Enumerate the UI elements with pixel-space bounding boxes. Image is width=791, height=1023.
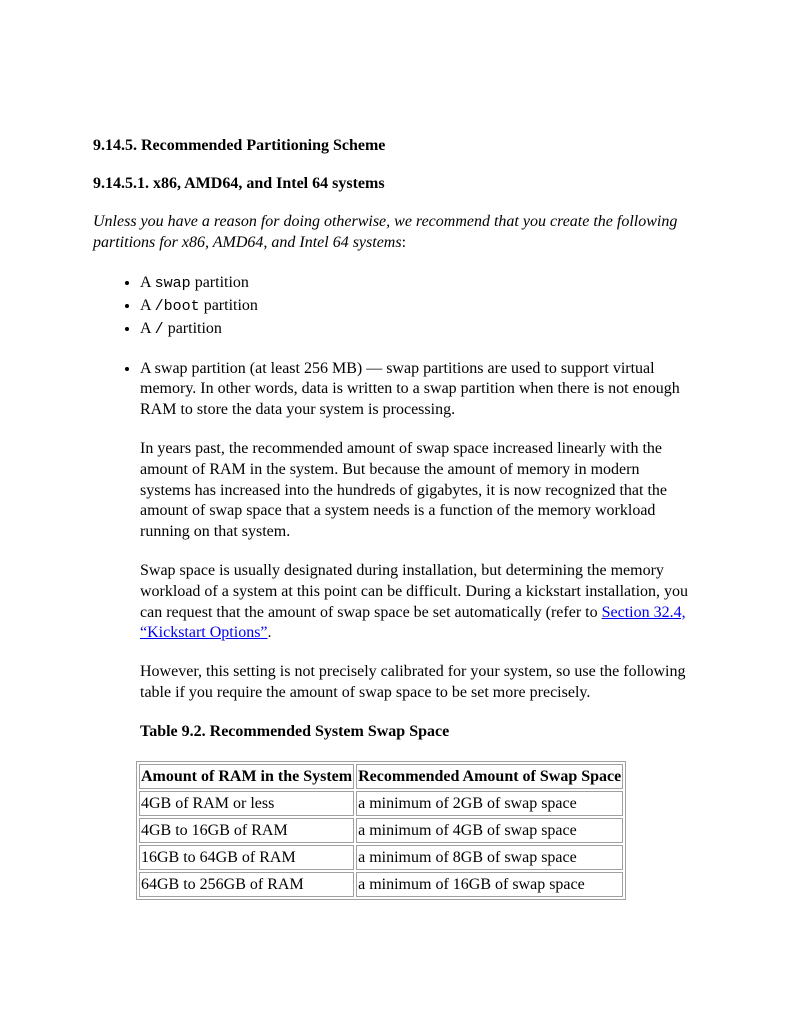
table-row [139,872,623,897]
swap-paragraph-4: However, this setting is not precisely calibrated for your system, so use the following table if you require the amount of swap space to be set more precisely. [140,663,686,701]
document-page [93,136,693,900]
table-cell-ram: 16GB to 64GB of RAM [139,845,354,870]
intro-paragraph [93,212,693,254]
table-cell-ram: 4GB of RAM or less [139,791,354,816]
table-cell-ram: 64GB to 256GB of RAM [139,872,354,897]
table-cell-swap: a minimum of 8GB of swap space [356,845,623,870]
table-row [139,791,623,816]
table-caption: Table 9.2. Recommended System Swap Space [140,722,450,740]
swap-paragraph-3-text: Swap space is usually designated during installation, but determining the memory workload of a system at this point can be difficult. During a kickstart installation, you can request that the amount of swap space be set automatically (refer to [140,561,689,621]
table-cell-swap: a minimum of 4GB of swap space [356,818,623,843]
table-cell-ram: 4GB to 16GB of RAM [139,818,354,843]
table-header-swap: Recommended Amount of Swap Space [356,764,623,789]
subsection-heading: 9.14.5.1. x86, AMD64, and Intel 64 systems [93,175,385,192]
partition-prefix: A [140,273,155,291]
partition-list [93,272,693,341]
kickstart-options-link[interactable]: Section 32.4, “Kickstart Options” [140,603,686,642]
partition-code: / [154,320,164,338]
partition-code: /boot [154,297,200,315]
swap-paragraph-2: In years past, the recommended amount of swap space increased linearly with the amount of RAM in the system. But because the amount of memory in modern systems has increased into the hundreds of gigabytes, it is now recognized that the amount of swap space that a system needs is a function of the memory workload running on that system. [140,439,667,541]
swap-paragraph-1: • A swap partition (at least 256 MB) — swap partitions are used to support virtual memory. In other words, data is written to a swap partition when there is not enough RAM to store the data your system is processing. [140,359,680,419]
list-item [140,295,693,318]
list-item [140,359,693,900]
list-item [140,318,693,341]
partition-suffix: partition [190,273,249,291]
swap-space-table [136,761,626,900]
intro-colon: : [401,233,407,251]
table-cell-swap: a minimum of 16GB of swap space [356,872,623,897]
partition-prefix: A [140,296,155,314]
table-cell-swap: a minimum of 2GB of swap space [356,791,623,816]
swap-detail-list [93,359,693,900]
section-heading: 9.14.5. Recommended Partitioning Scheme [93,137,386,154]
partition-code: swap [154,274,191,292]
list-item [140,272,693,295]
swap-paragraph-3-end: . [267,624,272,642]
table-header-row [139,764,623,789]
swap-paragraph-3 [140,561,693,644]
table-row [139,818,623,843]
table-row [139,845,623,870]
intro-text: Unless you have a reason for doing otherwise, we recommend that you create the following partitions for x86, AMD64, and Intel 64 systems [93,213,678,251]
partition-suffix: partition [199,296,258,314]
partition-prefix: A [140,319,155,337]
partition-suffix: partition [163,319,222,337]
table-header-ram: Amount of RAM in the System [139,764,354,789]
